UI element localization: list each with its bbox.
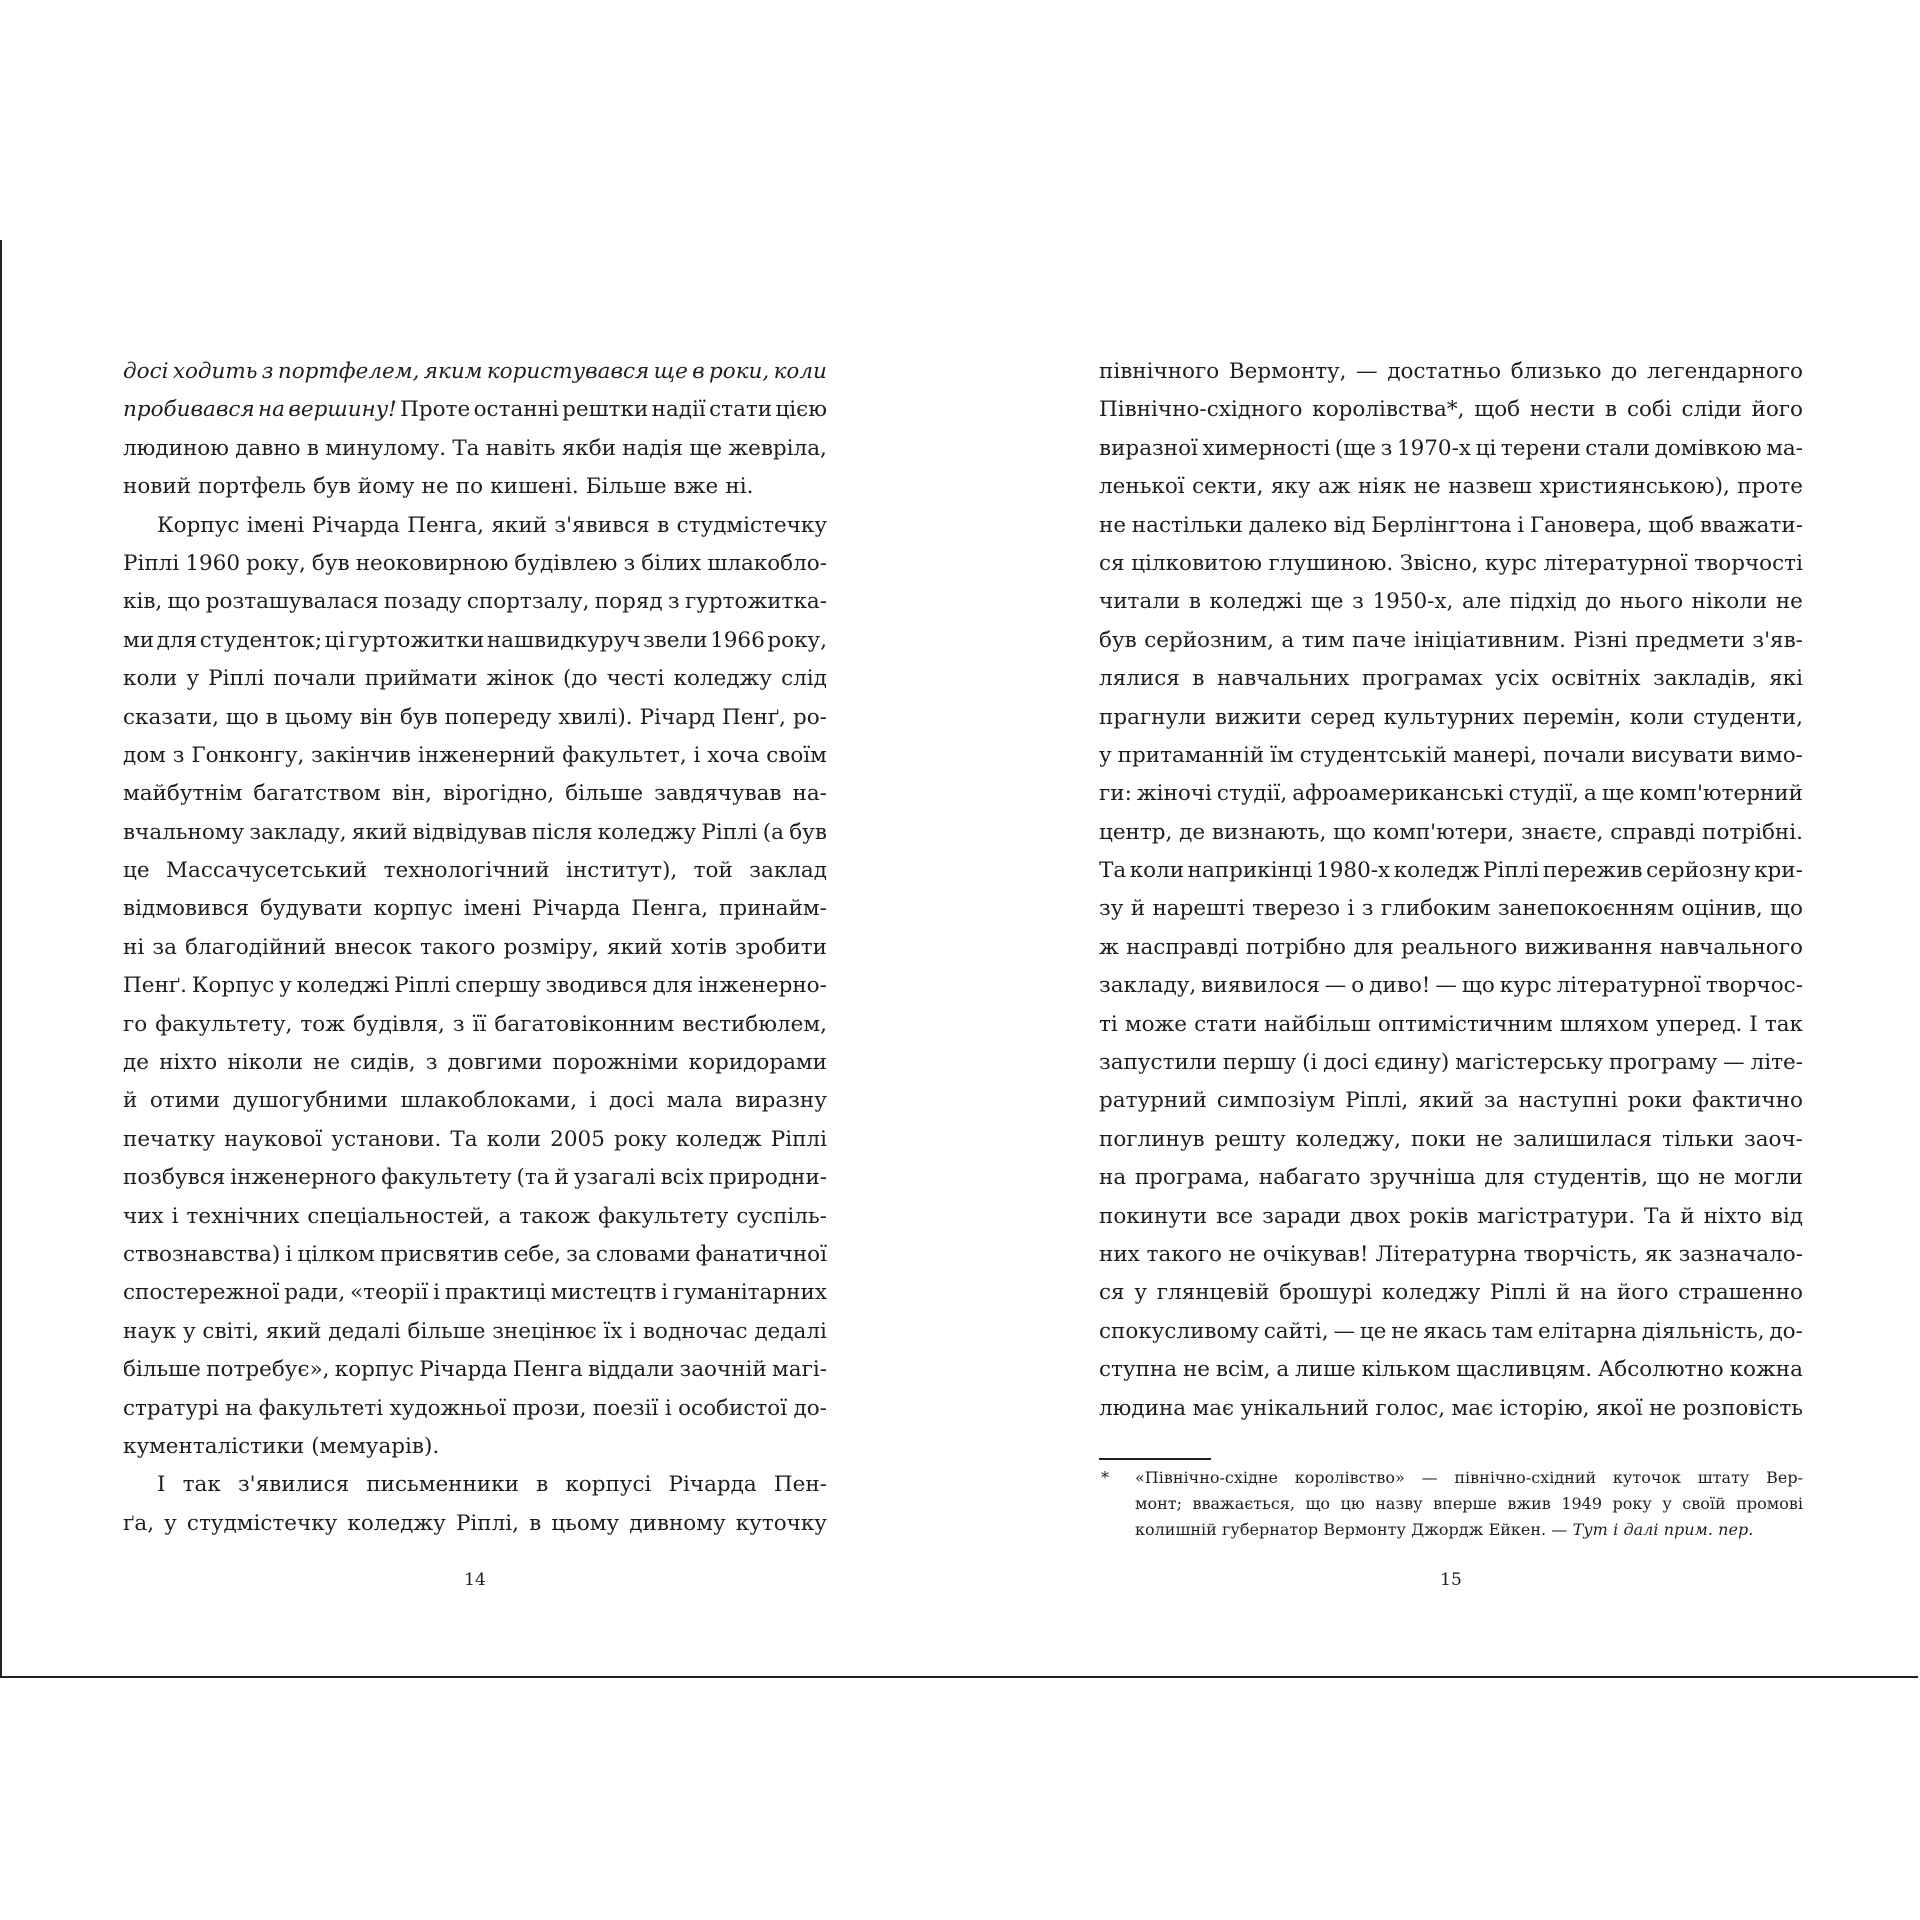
text-line: покинути все заради двох років магістратури. Та й ніхто від	[1099, 1203, 1803, 1229]
text-line: ґа, у студмістечку коледжу Ріплі, в цьому дивному куточку	[123, 1510, 827, 1536]
text-line: наук у світі, який дедалі більше знецінює їх і водночас дедалі	[123, 1318, 827, 1344]
text-line: ленької секти, яку аж ніяк не назвеш християнською), проте	[1099, 474, 1803, 500]
text-line: прагнули вижити серед культурних перемін, коли студенти,	[1099, 704, 1803, 730]
text-line: ся у глянцевій брошурі коледжу Ріплі й на його страшенно	[1099, 1280, 1803, 1306]
text-line: ні за благодійний внесок такого розміру, який хотів зробити	[123, 934, 827, 960]
text-line: ги: жіночі студії, афроамериканські студії, а ще комп'ютерний	[1099, 781, 1803, 807]
footnote-line: монт; вважається, що цю назву вперше вжив 1949 року у своїй промові	[1135, 1494, 1803, 1513]
text-line: сказати, що в цьому він був попереду хвилі). Річард Пенґ, ро-	[123, 704, 827, 730]
text-line: майбутнім багатством він, вірогідно, більше завдячував на-	[123, 781, 827, 807]
text-line: печатку наукової установи. Та коли 2005 року коледж Ріплі	[123, 1126, 827, 1152]
text-line: кументалістики (мемуарів).	[123, 1433, 440, 1459]
text-line: стратурі на факультеті художньої прози, поезії і особистої до-	[123, 1395, 827, 1421]
text-line: на програма, набагато зручніша для студентів, що не могли	[1099, 1165, 1803, 1191]
text-line: пробивався на вершину! Проте останні рештки надії стати цією	[123, 397, 827, 423]
text-line: й отими душогубними шлакоблоками, і досі мала виразну	[123, 1088, 827, 1114]
right-page-text	[1099, 353, 1803, 1428]
text-line: ся цілковитою глушиною. Звісно, курс літературної творчості	[1099, 550, 1803, 576]
page-number: 14	[464, 1570, 486, 1590]
footnote-rule	[1099, 1458, 1211, 1460]
text-line: закладу, виявилося — о диво! — що курс літературної творчос-	[1099, 973, 1803, 999]
text-line: го факультету, тож будівля, з її багатовіконним вестибюлем,	[123, 1011, 827, 1037]
text-line: ж насправді потрібно для реального виживання навчального	[1099, 934, 1803, 960]
text-line: спостережної ради, «теорії і практиці мистецтв і гуманітарних	[123, 1280, 827, 1306]
text-line: коли у Ріплі почали приймати жінок (до честі коледжу слід	[123, 666, 827, 692]
text-line: лялися в навчальних програмах усіх освітніх закладів, які	[1099, 666, 1803, 692]
text-line: де ніхто ніколи не сидів, з довгими порожніми коридорами	[123, 1050, 827, 1076]
text-line: не настільки далеко від Берлінгтона і Гановера, щоб вважати-	[1099, 512, 1803, 538]
text-line: північного Вермонту, — достатньо близько до легендарного	[1099, 359, 1803, 384]
text-line: людиною давно в минулому. Та навіть якби надія ще жевріла,	[123, 435, 827, 461]
text-line: ми для студенток; ці гуртожитки нашвидкуруч звели 1966 року,	[123, 627, 827, 653]
footnote-line: колишній губернатор Вермонту Джордж Ейкен. — Тут і далі прим. пер.	[1135, 1520, 1754, 1539]
page-number: 15	[1440, 1570, 1462, 1590]
text-line: у притаманній їм студентській манері, почали висувати вимо-	[1099, 742, 1803, 768]
text-line: досі ходить з портфелем, яким користувався ще в роки, коли	[123, 359, 827, 384]
footnote-line: «Північно-східне королівство» — північно-східний куточок штату Вер-	[1135, 1468, 1803, 1487]
text-line: це Массачусетський технологічний інститут), той заклад	[123, 858, 827, 884]
text-line: І так з'явилися письменники в корпусі Річарда Пен-	[157, 1472, 827, 1498]
text-line: Та коли наприкінці 1980-х коледж Ріплі пережив серйозну кри-	[1099, 858, 1803, 884]
text-line: ті може стати найбільш оптимістичним шляхом уперед. І так	[1099, 1011, 1803, 1037]
text-line: Пенґ. Корпус у коледжі Ріплі спершу зводився для інженерно-	[123, 973, 827, 999]
text-line: ствознавства) і цілком присвятив себе, за словами фанатичної	[123, 1241, 827, 1267]
text-line: був серйозним, а тим паче ініціативним. Різні предмети з'яв-	[1099, 627, 1803, 653]
text-line: чих і технічних спеціальностей, а також факультету суспіль-	[123, 1203, 827, 1229]
text-line: дом з Гонконгу, закінчив інженерний факультет, і хоча своїм	[123, 742, 827, 768]
text-line: спокусливому сайті, — це не якась там елітарна діяльність, до-	[1099, 1318, 1803, 1344]
text-line: Північно-східного королівства*, щоб нести в собі сліди його	[1099, 397, 1803, 423]
footnote	[1099, 1465, 1803, 1543]
text-line: Ріплі 1960 року, був неоковирною будівлею з білих шлакобло-	[123, 550, 827, 576]
left-page-text	[123, 353, 827, 1543]
text-line: читали в коледжі ще з 1950-х, але підхід до нього ніколи не	[1099, 589, 1803, 615]
text-line: новий портфель був йому не по кишені. Більше вже ні.	[123, 474, 754, 500]
text-line: запустили першу (і досі єдину) магістерську програму — літе-	[1099, 1050, 1803, 1076]
text-line: ків, що розташувалася позаду спортзалу, поряд з гуртожитка-	[123, 589, 827, 615]
text-line: центр, де визнають, що комп'ютери, знаєте, справді потрібні.	[1099, 819, 1803, 845]
text-line: виразної химерності (ще з 1970-х ці терени стали домівкою ма-	[1099, 435, 1803, 461]
text-line: них такого не очікував! Літературна творчість, як зазначало-	[1099, 1241, 1803, 1267]
text-line: більше потребує», корпус Річарда Пенга віддали заочній магі-	[123, 1357, 827, 1383]
text-line: людина має унікальний голос, має історію, якої не розповість	[1099, 1395, 1803, 1421]
text-line: поглинув решту коледжу, поки не залишилася тільки заоч-	[1099, 1126, 1803, 1152]
book-spread	[0, 240, 1918, 1678]
text-line: вчальному закладу, який відвідував після коледжу Ріплі (а був	[123, 819, 827, 845]
text-line: зу й нарешті тверезо і з глибоким занепокоєнням оцінив, що	[1099, 896, 1803, 922]
text-line: ступна не всім, а лише кільком щасливцям. Абсолютно кожна	[1099, 1357, 1803, 1383]
text-line: ратурний симпозіум Ріплі, який за наступні роки фактично	[1099, 1088, 1803, 1114]
footnote-marker: *	[1101, 1468, 1109, 1487]
text-line: Корпус імені Річарда Пенга, який з'явився в студмістечку	[157, 512, 827, 538]
text-line: відмовився будувати корпус імені Річарда Пенга, принайм-	[123, 896, 827, 922]
text-line: позбувся інженерного факультету (та й узагалі всіх природни-	[123, 1165, 827, 1191]
